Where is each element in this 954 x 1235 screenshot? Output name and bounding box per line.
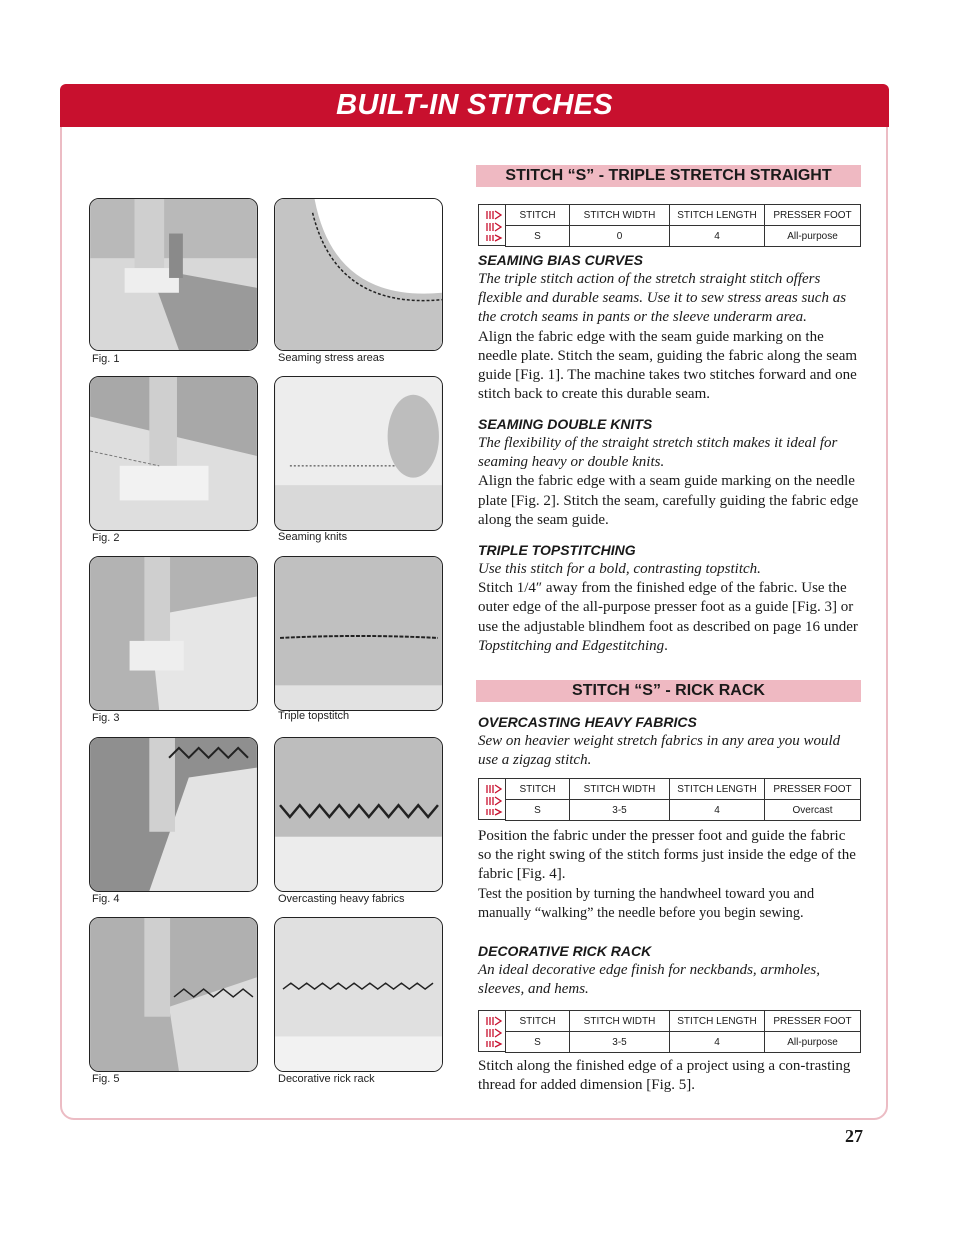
fig1-machine-photo bbox=[89, 198, 258, 351]
fig4-machine-photo bbox=[89, 737, 258, 892]
seaming-knits-block bbox=[478, 415, 862, 530]
body-text-2: Test the position by turning the handwheel toward you and manually “walking” the needle before you begin sewing. bbox=[478, 885, 815, 921]
col-width-header: STITCH WIDTH bbox=[570, 1011, 670, 1032]
col-length-header: STITCH LENGTH bbox=[670, 205, 765, 226]
stitch-settings-table-1 bbox=[478, 204, 861, 246]
stitch-value: S bbox=[506, 226, 570, 247]
body-text-part: Stitch 1/4″ away from the finished edge of the fabric. Use the outer edge of the all-purpose presser foot as a guide [Fig. 3] or use the adjustable blindhem foot as described on page 16 under bbox=[478, 580, 858, 635]
stitch-settings-table-3 bbox=[478, 1010, 861, 1052]
section-heading-rick-rack: STITCH “S” - RICK RACK bbox=[476, 680, 861, 702]
subheading: TRIPLE TOPSTITCHING bbox=[478, 542, 636, 558]
rick-rack-body-block bbox=[478, 1057, 862, 1095]
fig1-caption: Fig. 1 bbox=[92, 353, 120, 365]
intro-text: The flexibility of the straight stretch stitch makes it ideal for seaming heavy or double knits. bbox=[478, 435, 838, 471]
seam-curve-photo bbox=[274, 198, 443, 351]
intro-text: Use this stitch for a bold, contrasting topstitch. bbox=[478, 561, 761, 577]
stitch-pattern-icon bbox=[478, 204, 506, 246]
page-number: 27 bbox=[845, 1126, 863, 1146]
fig1-pair-caption: Seaming stress areas bbox=[278, 352, 385, 364]
fig5-machine-photo bbox=[89, 917, 258, 1072]
fig2-pair-caption: Seaming knits bbox=[278, 531, 348, 543]
col-foot-header: PRESSER FOOT bbox=[765, 205, 861, 226]
body-text bbox=[478, 579, 862, 656]
stitch-settings-table-2 bbox=[478, 778, 861, 820]
topstitch-photo bbox=[274, 556, 443, 711]
intro-text: An ideal decorative edge finish for neckbands, armholes, sleeves, and hems. bbox=[478, 962, 821, 998]
stitch-pattern-icon bbox=[478, 778, 506, 820]
decorative-rick-rack-block bbox=[478, 942, 862, 999]
col-stitch-header: STITCH bbox=[506, 779, 570, 800]
body-text: Align the fabric edge with a seam guide marking on the needle plate [Fig. 2]. Stitch the seam, carefully guiding the fabric edge along the seam guide. bbox=[478, 473, 859, 528]
col-foot-header: PRESSER FOOT bbox=[765, 1011, 861, 1032]
width-value: 3-5 bbox=[570, 800, 670, 821]
fig3-caption: Fig. 3 bbox=[92, 712, 120, 724]
fig2-machine-photo bbox=[89, 376, 258, 531]
length-value: 4 bbox=[670, 1032, 765, 1053]
foot-value: Overcast bbox=[765, 800, 861, 821]
subheading: DECORATIVE RICK RACK bbox=[478, 943, 652, 959]
col-length-header: STITCH LENGTH bbox=[670, 779, 765, 800]
subheading: SEAMING BIAS CURVES bbox=[478, 252, 643, 268]
body-text: Position the fabric under the presser foot and guide the fabric so the right swing of the stitch forms just inside the edge of the fabric [Fig. 4]. bbox=[478, 828, 856, 883]
foot-value: All-purpose bbox=[765, 226, 861, 247]
width-value: 0 bbox=[570, 226, 670, 247]
fig5-pair-caption: Decorative rick rack bbox=[278, 1073, 375, 1085]
col-length-header: STITCH LENGTH bbox=[670, 1011, 765, 1032]
overcasting-body-block bbox=[478, 827, 862, 923]
intro-text: Sew on heavier weight stretch fabrics in any area you would use a zigzag stitch. bbox=[478, 733, 841, 769]
knit-seam-photo bbox=[274, 376, 443, 531]
stitch-value: S bbox=[506, 1032, 570, 1053]
page-title: BUILT-IN STITCHES bbox=[336, 89, 613, 121]
body-text: Align the fabric edge with the seam guide marking on the needle plate. Stitch the seam, guiding the fabric along the seam guide [Fig. 1]. The machine takes two stitches forward and one stitch back to create this durable seam. bbox=[478, 328, 858, 403]
intro-text: The triple stitch action of the stretch straight stitch offers flexible and durable seams. Use it to sew stress areas such as the crotch seams in pants or the sleeve underarm area. bbox=[478, 271, 847, 326]
length-value: 4 bbox=[670, 800, 765, 821]
fig3-machine-photo bbox=[89, 556, 258, 711]
foot-value: All-purpose bbox=[765, 1032, 861, 1053]
section-heading-triple-stretch: STITCH “S” - TRIPLE STRETCH STRAIGHT bbox=[476, 165, 861, 187]
col-stitch-header: STITCH bbox=[506, 1011, 570, 1032]
fig4-pair-caption: Overcasting heavy fabrics bbox=[278, 893, 405, 905]
fig3-pair-caption: Triple topstitch bbox=[278, 710, 350, 722]
fig2-caption: Fig. 2 bbox=[92, 532, 120, 544]
body-text: Stitch along the finished edge of a project using a con-trasting thread for added dimension [Fig. 5]. bbox=[478, 1058, 851, 1094]
overcast-photo bbox=[274, 737, 443, 892]
col-foot-header: PRESSER FOOT bbox=[765, 779, 861, 800]
col-stitch-header: STITCH bbox=[506, 205, 570, 226]
stitch-value: S bbox=[506, 800, 570, 821]
topstitching-block bbox=[478, 541, 862, 656]
overcasting-block bbox=[478, 713, 862, 770]
rick-rack-photo bbox=[274, 917, 443, 1072]
seaming-bias-block bbox=[478, 251, 862, 404]
stitch-pattern-icon bbox=[478, 1010, 506, 1052]
title-banner bbox=[60, 84, 889, 127]
subheading: SEAMING DOUBLE KNITS bbox=[478, 416, 653, 432]
fig4-caption: Fig. 4 bbox=[92, 893, 120, 905]
reference-link-text: Topstitching and Edgestitching bbox=[478, 637, 665, 654]
width-value: 3-5 bbox=[570, 1032, 670, 1053]
body-text-end: . bbox=[664, 637, 668, 654]
fig5-caption: Fig. 5 bbox=[92, 1073, 120, 1085]
length-value: 4 bbox=[670, 226, 765, 247]
subheading: OVERCASTING HEAVY FABRICS bbox=[478, 714, 697, 730]
col-width-header: STITCH WIDTH bbox=[570, 779, 670, 800]
col-width-header: STITCH WIDTH bbox=[570, 205, 670, 226]
